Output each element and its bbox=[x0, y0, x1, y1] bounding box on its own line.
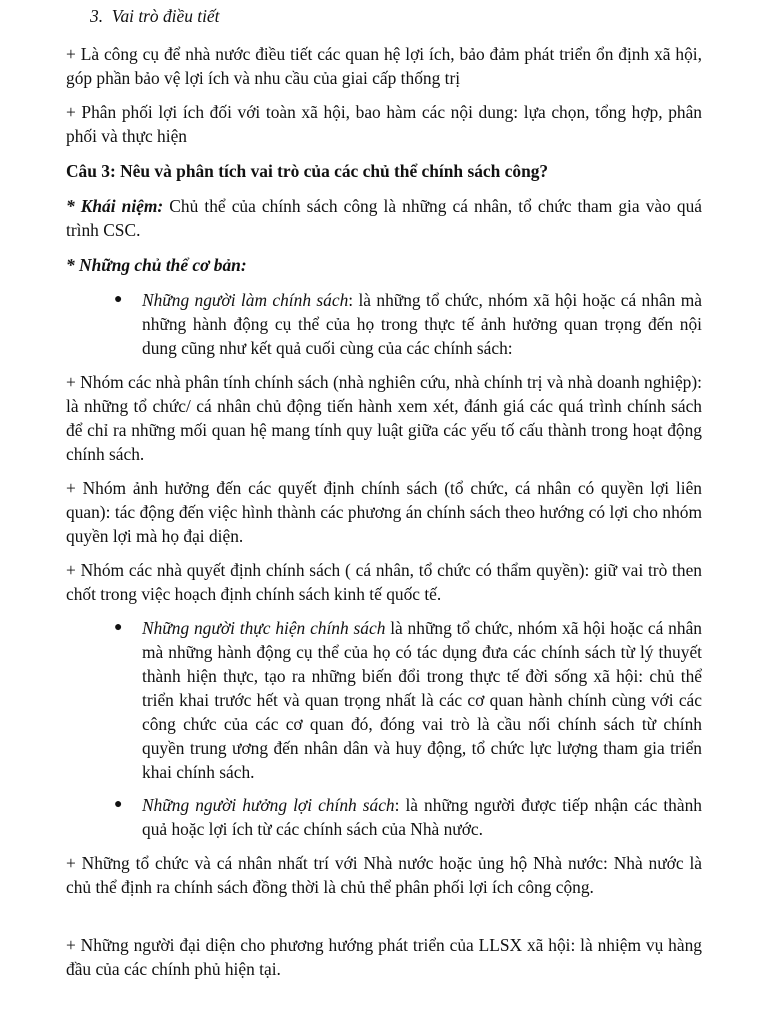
bullet-policy-makers-body: : là những tổ chức, nhóm xã hội hoặc cá nhân mà những hành động cụ thể của họ trong thực tế ảnh hưởng quan trọng đến nội dung cũng như kết quả cuối cùng của các chính sách: bbox=[142, 290, 702, 358]
paragraph-influence-groups: + Nhóm ảnh hưởng đến các quyết định chính sách (tổ chức, cá nhân có quyền lợi liên quan): tác động đến việc hình thành các phương án chính sách theo hướng có lợi cho nhóm quyền lợi mà họ đại diện. bbox=[66, 478, 702, 546]
bullet-icon: ● bbox=[114, 292, 123, 307]
subjects-heading: * Những chủ thể cơ bản: bbox=[66, 255, 247, 275]
paragraph-representatives: + Những người đại diện cho phương hướng phát triển của LLSX xã hội: là nhiệm vụ hàng đầu của các chính phủ hiện tại. bbox=[66, 935, 702, 979]
bullet-policy-beneficiaries-body: : là những người được tiếp nhận các thành quả hoặc lợi ích từ các chính sách của Nhà nước. bbox=[142, 795, 702, 839]
concept-label: * Khái niệm: bbox=[66, 196, 164, 216]
paragraph-regulating-role: + Là công cụ để nhà nước điều tiết các quan hệ lợi ích, bảo đảm phát triển ổn định xã hội, góp phần bảo vệ lợi ích và nhu cầu của giai cấp thống trị bbox=[66, 44, 702, 88]
bullet-policy-makers-label: Những người làm chính sách bbox=[142, 290, 349, 310]
question-heading: Câu 3: Nêu và phân tích vai trò của các chủ thể chính sách công? bbox=[66, 161, 549, 181]
section-heading bbox=[90, 6, 219, 27]
bullet-policy-makers bbox=[114, 288, 702, 360]
section-title: Vai trò điều tiết bbox=[111, 6, 220, 26]
bullet-policy-implementers-body: là những tổ chức, nhóm xã hội hoặc cá nhân mà những hành động cụ thể của họ có tác dụng đưa các chính sách từ lý thuyết thành hiện thực, tạo ra những biến đổi trong thực tế đời sống xã hội: chủ thể triển khai trước hết và quan trọng nhất là các cơ quan hành chính cùng với các công chức của các cơ quan đó, đóng vai trò là cầu nối chính sách từ chính quyền trung ương đến nhân dân và huy động, tổ chức lực lượng tham gia triển khai chính sách. bbox=[142, 618, 702, 782]
concept-paragraph bbox=[66, 194, 702, 242]
bullet-icon: ● bbox=[114, 620, 123, 635]
bullet-policy-beneficiaries-label: Những người hưởng lợi chính sách bbox=[142, 795, 395, 815]
paragraph-policy-analysts: + Nhóm các nhà phân tính chính sách (nhà nghiên cứu, nhà chính trị và nhà doanh nghiệp): là những tổ chức/ cá nhân chủ động tiến hành xem xét, đánh giá các quá trình chính sách để chỉ ra những mối quan hệ mang tính quy luật giữa các yếu tố cấu thành trong hoạt động chính sách. bbox=[66, 372, 702, 464]
bullet-policy-implementers bbox=[114, 616, 702, 784]
bullet-policy-makers-text bbox=[142, 288, 702, 360]
bullet-icon: ● bbox=[114, 797, 123, 812]
bullet-policy-implementers-label: Những người thực hiện chính sách bbox=[142, 618, 386, 638]
section-number: 3. bbox=[90, 6, 104, 26]
paragraph-distribution: + Phân phối lợi ích đối với toàn xã hội, bao hàm các nội dung: lựa chọn, tổng hợp, phân phối và thực hiện bbox=[66, 102, 702, 146]
bullet-policy-beneficiaries bbox=[114, 793, 702, 841]
bullet-policy-implementers-text bbox=[142, 616, 702, 784]
paragraph-supporters: + Những tổ chức và cá nhân nhất trí với Nhà nước hoặc ủng hộ Nhà nước: Nhà nước là chủ thể định ra chính sách đồng thời là chủ thể phân phối lợi ích công cộng. bbox=[66, 853, 702, 897]
paragraph-decision-makers: + Nhóm các nhà quyết định chính sách ( cá nhân, tổ chức có thẩm quyền): giữ vai trò then chốt trong việc hoạch định chính sách kinh tế quốc tế. bbox=[66, 560, 702, 604]
bullet-policy-beneficiaries-text bbox=[142, 793, 702, 841]
concept-text: Chủ thể của chính sách công là những cá nhân, tổ chức tham gia vào quá trình CSC. bbox=[66, 196, 702, 240]
